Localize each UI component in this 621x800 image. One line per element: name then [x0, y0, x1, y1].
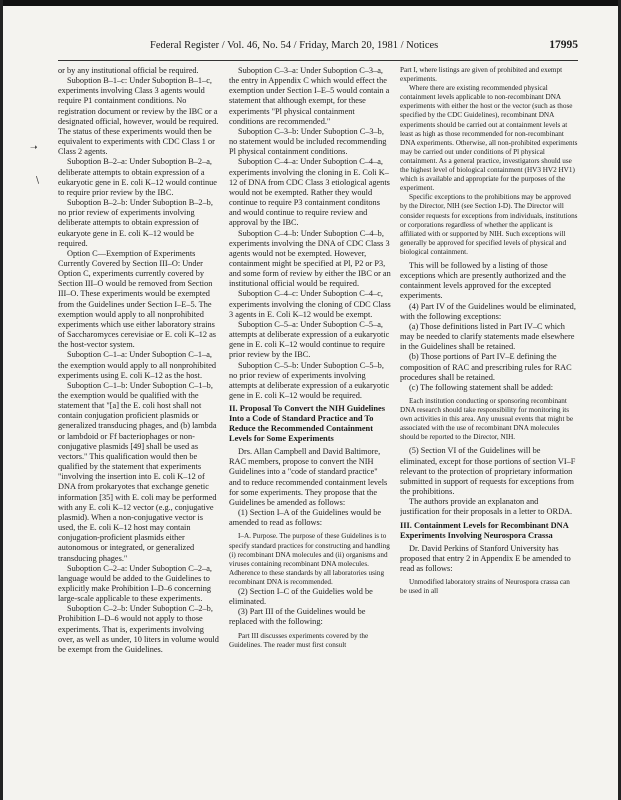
left-border	[0, 0, 3, 800]
paragraph: (a) Those definitions listed in Part IV–C which may be needed to clarify statements made elsewhere in the Guidelines shall be retained.	[400, 321, 575, 352]
page-number: 17995	[549, 39, 578, 51]
paragraph: Drs. Allan Campbell and David Baltimore, RAC members, propose to convert the NIH Guidelines into a "code of standard practice" and to reduce recommended containment levels for some experiments. They propose that the Guidelines be amended as follows:	[229, 447, 388, 507]
quoted-text: Specific exceptions to the prohibitions may be approved by the Director, NIH (see Section I-D). The Director will consider requests for exceptions from individuals, institutions or corporations regardless of whether the applicant is affiliated with or supported by NIH. Such exceptions will generally be approved for specified levels of physical and biological containment.	[400, 193, 578, 256]
page-header	[58, 38, 578, 56]
paragraph: Suboption C–3–a: Under Suboption C–3–a, the entry in Appendix C which would effect the exemption under Section I–E–5 would contain a statement that although exempt, for these experiments "Pl physical containment conditions are recommended."	[229, 66, 390, 126]
paragraph: Suboption C–4–b: Under Suboption C–4–b, experiments involving the DNA of CDC Class 3 agents would not be exempted. However, containment might be specified at Pl, P2 or P3, and some form of review by either the IBC or an institutional official would be required.	[229, 228, 391, 289]
paragraph: Suboption B–2–b: Under Suboption B–2–b, no prior review of experiments involving deliberate attempts to obtain expression of eukaryote gene in E. coli K–12 would be required.	[58, 198, 213, 248]
paragraph: Suboption C–4–c: Under Suboption C–4–c, experiments involving the cloning of CDC Class 3 agents in E. Coli K–12 would be exempt.	[229, 289, 391, 319]
paragraph: Suboption C–1–a: Under Suboption C–1–a, the exemption would apply to all nonprohibited experiments using E. coli K–12 as the host.	[58, 350, 217, 380]
quoted-text: Unmodified laboratory strains of Neurospora crassa can be used in all	[400, 578, 570, 596]
quoted-text: Part III discusses experiments covered by the Guidelines. The reader must first consult	[229, 631, 369, 649]
paragraph: (5) Section VI of the Guidelines will be eliminated, except for those portions of section VI–F relevant to the protection of proprietary information submitted in support of requests for exceptions from the prohibitions.	[400, 446, 576, 497]
quoted-text: I–A. Purpose. The purpose of these Guidelines is to specify standard practices for constructing and handling (i) recombinant DNA molecules and (ii) organisms and viruses containing recombinant DNA molecules. Adherence to these standards by all laboratories using recombinant DNA is recommended.	[229, 532, 390, 586]
paragraph: Suboption C–2–b: Under Suboption C–2–b, Prohibition I–D–6 would not apply to those experiments. That is, experiments involving over, as well as under, 10 liters in volume would be exempt from the Guidelines.	[58, 604, 219, 654]
header-rule	[58, 60, 578, 61]
paragraph: Suboption C–3–b: Under Suboption C–3–b, no statement would be included recommending Pl physical containment conditions.	[229, 126, 387, 157]
paragraph: Dr. David Perkins of Stanford University has proposed that entry 2 in Appendix E be amended to read as follows:	[400, 543, 571, 573]
paragraph: (c) The following statement shall be added:	[409, 382, 554, 392]
paragraph: The authors provide an explanaton and justification for their proposals in a letter to ORDA.	[400, 497, 573, 517]
column-2	[229, 66, 391, 792]
paragraph: (1) Section I–A of the Guidelines would be amended to read as follows:	[229, 508, 382, 528]
column-3	[400, 66, 578, 792]
quoted-text: Each institution conducting or sponsoring recombinant DNA research should take responsibility for monitoring its own activities in this area. Any unusual events that might be associated with the use of recombinant DNA molecules should be reported to the Director, NIH.	[400, 397, 574, 442]
paragraph: This will be followed by a listing of those exceptions which are presently authorized and the containment levels approved for the excepted experiments.	[400, 260, 566, 301]
paragraph: Suboption C–4–a: Under Suboption C–4–a, experiments involving the cloning in E. Coli K–12 of DNA from CDC Class 3 etiological agents would not be exempted. Rather they would continue to require P3 containment conditons and would continue to require review and approval by the IBC.	[229, 157, 390, 228]
paragraph: (b) Those portions of Part IV–E defining the composition of RAC and prescribing rules for RAC procedures shall be retained.	[400, 352, 572, 382]
quoted-text: Part I, where listings are given of prohibited and exempt experiments.	[400, 66, 563, 84]
paragraph: Suboption C–1–b: Under Suboption C–1–b, the exemption would be qualified with the statement that "[a] the E. coli host shall not contain conjugation proficient plasmids or generalized transducing phages, and (b) lambda or lambdoid or Ff bacteriophages or non-conjugative plasmids [49] shall be used as vectors." This qualification would then be qualified by the statement that experiments "involving the insertion into E. coli K–12 of DNA from prokaryotes that exchange genetic information [35] with E. coli may be performed with any E. coli K–12 vector (e.g., conjugative plasmid). When a non-conjugative vector is used, the E. coli K–12 host may contain conjugation-proficient plasmids either autonomous or integrated, or generalized transducing phages."	[58, 380, 217, 563]
quoted-text: Where there are existing recommended physical containment levels applicable to non-recombinant DNA experiments with either the host or the vector (such as those specified by the CDC Guidelines), recombinant DNA experiments should be carried out at containment levels at least as high as those recommended for non-recombinant DNA experiments. Otherwise, all non-prohibited experiments may be carried out under conditions of Pl physical containment. As a general practice, investigators should use the highest level of biological containment (HV3 HV2 HV1) which is available and appropriate for the purposes of the experiment.	[400, 84, 578, 193]
paragraph: (3) Part III of the Guidelines would be replaced with the following:	[229, 607, 366, 627]
paragraph: Suboption C–2–a: Under Suboption C–2–a, language would be added to the Guidelines to explicitly make Prohibition I–D–6 concerning large-scale applicable to these experiments.	[58, 563, 212, 604]
section-heading: II. Proposal To Convert the NIH Guidelines Into a Code of Standard Practice and To Reduce the Recommended Containment Levels for Some Experiments	[229, 404, 385, 444]
column-1	[58, 66, 220, 792]
publication-line: Federal Register / Vol. 46, No. 54 / Friday, March 20, 1981 / Notices	[150, 40, 439, 51]
margin-tick-icon: \	[36, 176, 40, 186]
paragraph: Suboption B–1–c: Under Suboption B–1–c, experiments involving Class 3 agents would require P1 containment conditions. No registration document or review by the IBC or a designated official, however, would be required. The status of these experiments would then be equivalent to experiments with CDC Class 1 or Class 2 agents.	[58, 76, 219, 157]
paragraph: Suboption C–5–b: Under Suboption C–5–b, no prior review of experiments involving attempts at deliberate expression of a eukaryotic gene in E. coli K–12 would be required.	[229, 360, 390, 400]
paragraph: or by any institutional official be required.	[58, 66, 199, 75]
paragraph: (2) Section I–C of the Guidelies wold be eliminated.	[229, 586, 373, 607]
section-heading: III. Containment Levels for Recombinant DNA Experiments Involving Neurospora Crassa	[400, 520, 569, 540]
paragraph: Option C—Exemption of Experiments Currently Covered by Section III–O: Under Option C, experiments currently covered by Section III–O would be removed from Section III–O. These experiments would be exempted from the Guidelines under Section I–E–5. The exemption would apply to all nonprohibited experiments which use either laboratory strains of Saccharomyces cerevisiae or E. coli K–12 as the host-vector system.	[58, 248, 217, 350]
margin-arrow-icon: ➝	[30, 143, 38, 153]
top-border	[0, 0, 621, 6]
paragraph: Suboption C–5–a: Under Suboption C–5–a, attempts at deliberate expression of a eukaryotic gene in E. coli K–12 would continue to require prior review by the IBC.	[229, 319, 390, 360]
paragraph: (4) Part IV of the Guidelines would be eliminated, with the following exceptions:	[400, 301, 576, 321]
paragraph: Suboption B–2–a: Under Suboption B–2–a, deliberate attempts to obtain expression of a eukaryotic gene in E. coli K–12 would continue to require prior review by the IBC.	[58, 157, 217, 197]
